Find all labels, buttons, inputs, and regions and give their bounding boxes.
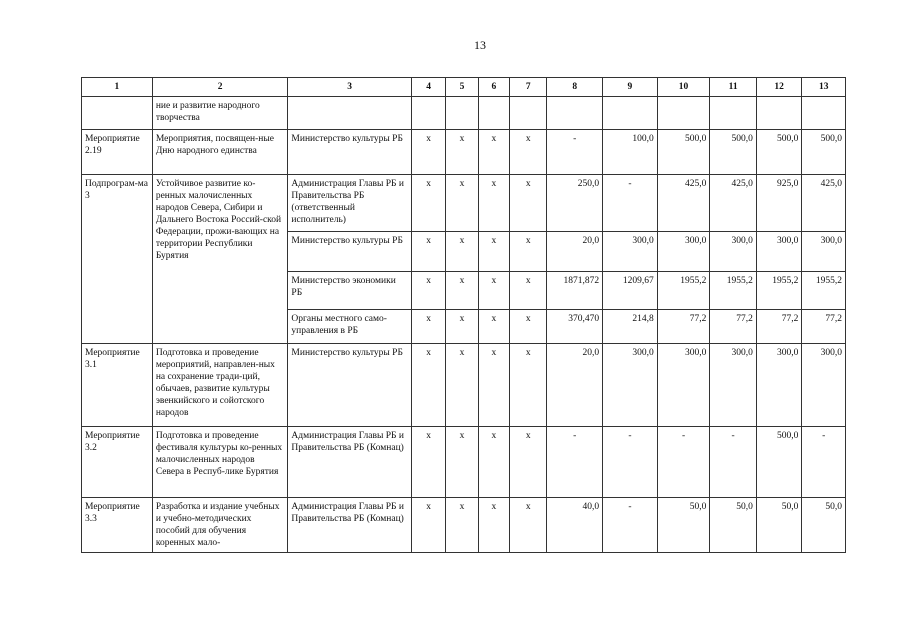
measure-cell: Мероприятие 3.1 (82, 344, 153, 427)
header-cell: 4 (411, 78, 445, 97)
value-cell: х (411, 175, 445, 232)
table-row (82, 97, 846, 130)
value-cell: - (603, 427, 658, 498)
value-cell: х (446, 310, 478, 344)
value-cell: 500,0 (802, 130, 846, 175)
value-cell (756, 97, 802, 130)
value-cell: х (510, 498, 547, 553)
value-cell: х (478, 310, 509, 344)
executor-cell: Министерство культуры РБ (288, 344, 411, 427)
description-cell: Разработка и издание учебных и учебно-методических пособий для обучения коренных мало- (152, 498, 288, 553)
value-cell: х (411, 344, 445, 427)
value-cell: х (478, 130, 509, 175)
header-cell: 13 (802, 78, 846, 97)
executor-cell: Министерство культуры РБ (288, 232, 411, 272)
value-cell: - (547, 427, 603, 498)
description-cell: ние и развитие народного творчества (152, 97, 288, 130)
measure-cell: Мероприятие 3.2 (82, 427, 153, 498)
value-cell: х (446, 427, 478, 498)
value-cell (411, 97, 445, 130)
value-cell: 300,0 (710, 232, 757, 272)
value-cell: 1955,2 (756, 272, 802, 310)
description-cell: Мероприятия, посвящен-ные Дню народного единства (152, 130, 288, 175)
header-cell: 9 (603, 78, 658, 97)
header-cell: 12 (756, 78, 802, 97)
value-cell: х (478, 498, 509, 553)
value-cell: х (478, 175, 509, 232)
value-cell: 50,0 (657, 498, 710, 553)
header-row (82, 78, 846, 97)
value-cell: х (411, 427, 445, 498)
value-cell (710, 97, 757, 130)
value-cell: 40,0 (547, 498, 603, 553)
value-cell: х (446, 175, 478, 232)
value-cell: 300,0 (802, 232, 846, 272)
value-cell: - (802, 427, 846, 498)
table-row (82, 130, 846, 175)
value-cell: х (510, 427, 547, 498)
value-cell: х (478, 272, 509, 310)
value-cell: 77,2 (657, 310, 710, 344)
value-cell: х (446, 498, 478, 553)
value-cell: 100,0 (603, 130, 658, 175)
header-cell: 3 (288, 78, 411, 97)
value-cell: 77,2 (756, 310, 802, 344)
executor-cell: Министерство экономики РБ (288, 272, 411, 310)
header-cell: 8 (547, 78, 603, 97)
value-cell: 50,0 (756, 498, 802, 553)
value-cell (547, 97, 603, 130)
executor-cell: Администрация Главы РБ и Правительства РБ (Комнац) (288, 498, 411, 553)
value-cell (657, 97, 710, 130)
table-row (82, 427, 846, 498)
header-cell: 10 (657, 78, 710, 97)
measure-cell: Мероприятие 3.3 (82, 498, 153, 553)
description-cell: Устойчивое развитие ко-ренных малочисленных народов Севера, Сибири и Дальнего Востока Россий-ской Федерации, прожи-вающих на территории Республики Бурятия (152, 175, 288, 344)
value-cell: - (547, 130, 603, 175)
measure-cell: Мероприятие 2.19 (82, 130, 153, 175)
value-cell: - (603, 498, 658, 553)
value-cell: - (657, 427, 710, 498)
value-cell (603, 97, 658, 130)
value-cell: х (446, 344, 478, 427)
value-cell: 214,8 (603, 310, 658, 344)
value-cell: х (510, 272, 547, 310)
value-cell: х (510, 175, 547, 232)
value-cell: 20,0 (547, 232, 603, 272)
value-cell: 300,0 (657, 344, 710, 427)
value-cell (446, 97, 478, 130)
table-row (82, 498, 846, 553)
value-cell: 300,0 (756, 232, 802, 272)
value-cell: х (411, 130, 445, 175)
value-cell: 1955,2 (657, 272, 710, 310)
value-cell: х (446, 232, 478, 272)
program-table (81, 77, 846, 553)
executor-cell: Администрация Главы РБ и Правительства РБ (ответственный исполнитель) (288, 175, 411, 232)
value-cell: 1209,67 (603, 272, 658, 310)
value-cell: 1955,2 (710, 272, 757, 310)
measure-cell: Подпрограм-ма 3 (82, 175, 153, 344)
value-cell: 300,0 (756, 344, 802, 427)
value-cell: х (446, 130, 478, 175)
value-cell: 300,0 (603, 344, 658, 427)
description-cell: Подготовка и проведение фестиваля культуры ко-ренных малочисленных народов Севера в Респуб-лике Бурятия (152, 427, 288, 498)
header-cell: 7 (510, 78, 547, 97)
value-cell: 500,0 (756, 130, 802, 175)
page-number: 13 (474, 38, 486, 52)
value-cell: 50,0 (802, 498, 846, 553)
value-cell: 425,0 (802, 175, 846, 232)
value-cell: х (510, 130, 547, 175)
value-cell: 425,0 (657, 175, 710, 232)
value-cell (802, 97, 846, 130)
value-cell: 425,0 (710, 175, 757, 232)
value-cell: х (478, 427, 509, 498)
value-cell: 1871,872 (547, 272, 603, 310)
value-cell: 500,0 (710, 130, 757, 175)
header-cell: 11 (710, 78, 757, 97)
value-cell (510, 97, 547, 130)
table-row (82, 175, 846, 232)
value-cell: 250,0 (547, 175, 603, 232)
value-cell: х (478, 344, 509, 427)
header-cell: 1 (82, 78, 153, 97)
value-cell: 77,2 (802, 310, 846, 344)
value-cell: 300,0 (802, 344, 846, 427)
value-cell: - (603, 175, 658, 232)
value-cell (478, 97, 509, 130)
executor-cell: Администрация Главы РБ и Правительства РБ (Комнац) (288, 427, 411, 498)
value-cell: х (478, 232, 509, 272)
description-cell: Подготовка и проведение мероприятий, направлен-ных на сохранение тради-ций, обычаев, развитие культуры эвенкийского и сойотского народов (152, 344, 288, 427)
value-cell: 500,0 (657, 130, 710, 175)
value-cell: х (411, 272, 445, 310)
value-cell: 20,0 (547, 344, 603, 427)
value-cell: 300,0 (710, 344, 757, 427)
value-cell: х (411, 498, 445, 553)
table-row (82, 344, 846, 427)
value-cell: 500,0 (756, 427, 802, 498)
header-cell: 2 (152, 78, 288, 97)
executor-cell (288, 97, 411, 130)
value-cell: х (510, 310, 547, 344)
value-cell: х (411, 310, 445, 344)
value-cell: х (510, 344, 547, 427)
value-cell: - (710, 427, 757, 498)
value-cell: х (510, 232, 547, 272)
value-cell: 925,0 (756, 175, 802, 232)
executor-cell: Министерство культуры РБ (288, 130, 411, 175)
value-cell: 300,0 (603, 232, 658, 272)
value-cell: 77,2 (710, 310, 757, 344)
measure-cell (82, 97, 153, 130)
value-cell: 300,0 (657, 232, 710, 272)
header-cell: 6 (478, 78, 509, 97)
value-cell: 1955,2 (802, 272, 846, 310)
value-cell: 50,0 (710, 498, 757, 553)
value-cell: х (446, 272, 478, 310)
header-cell: 5 (446, 78, 478, 97)
value-cell: 370,470 (547, 310, 603, 344)
executor-cell: Органы местного само-управления в РБ (288, 310, 411, 344)
value-cell: х (411, 232, 445, 272)
